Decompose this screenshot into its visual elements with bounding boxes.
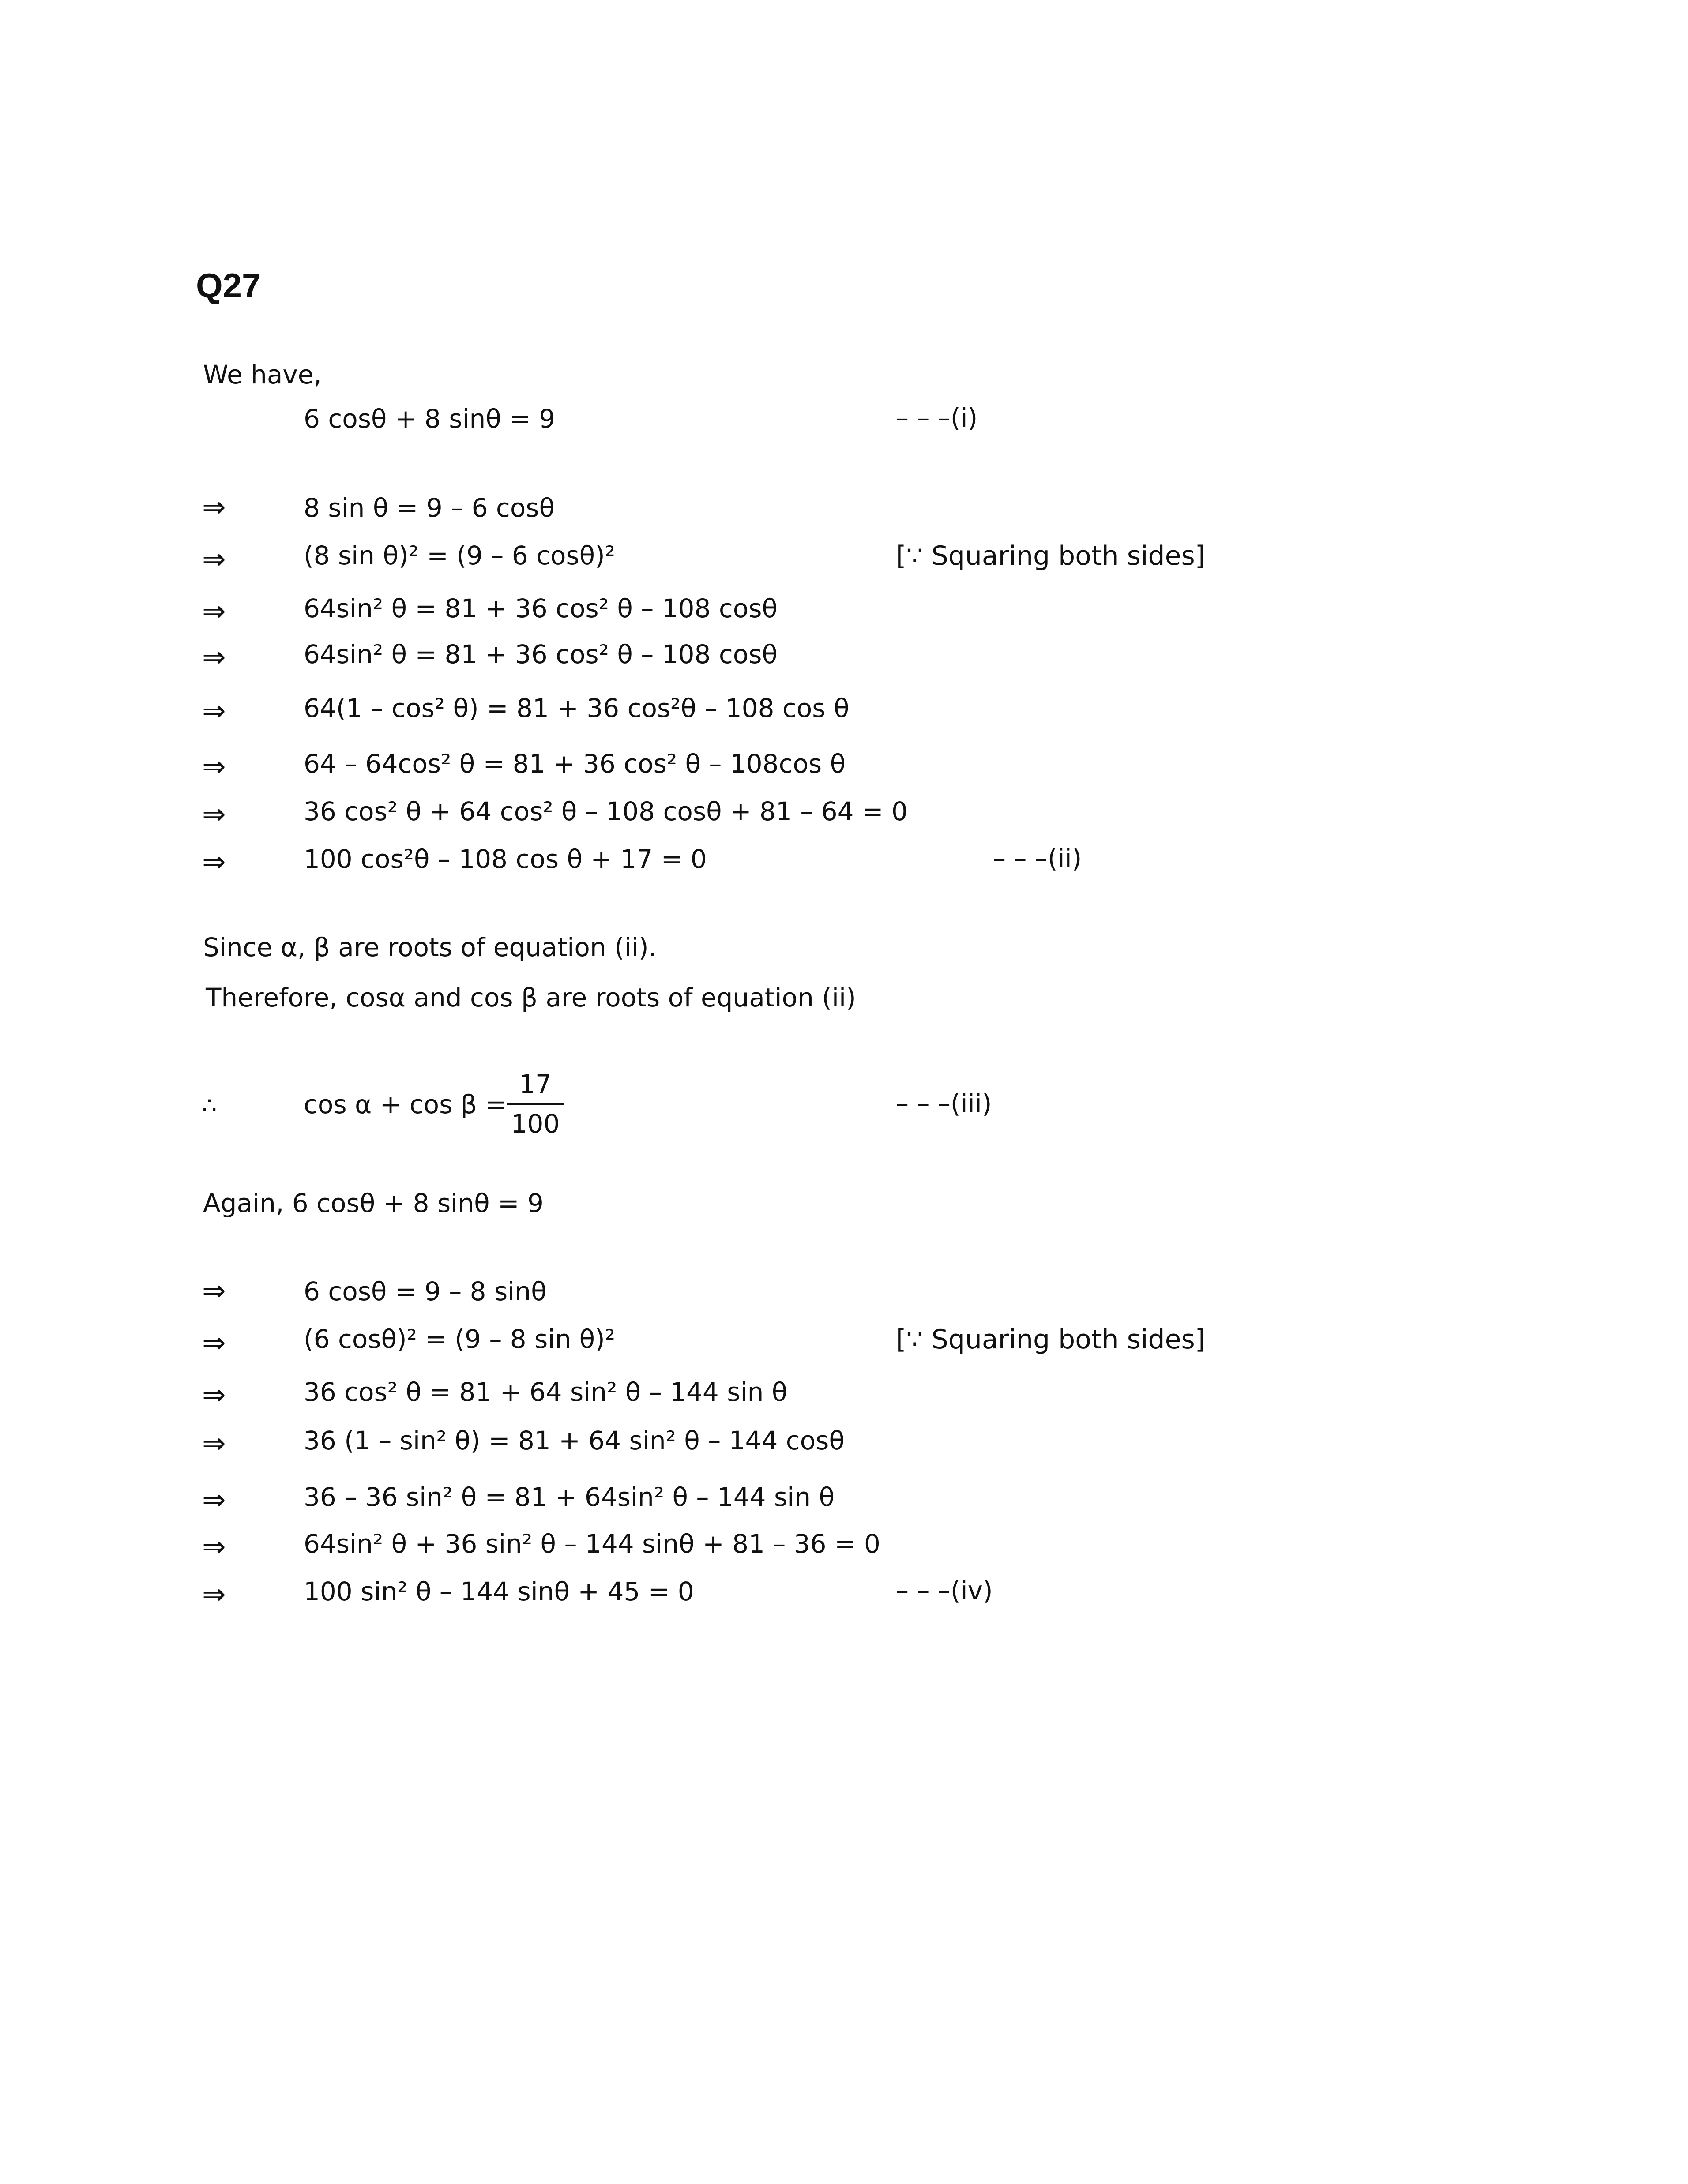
arrow-icon: ⇒ — [202, 846, 226, 878]
step-1-7: 36 cos² θ + 64 cos² θ – 108 cosθ + 81 – 64 = 0 — [304, 796, 908, 826]
step-2-3: 36 cos² θ = 81 + 64 sin² θ – 144 sin θ — [304, 1377, 788, 1407]
step-1-8: 100 cos²θ – 108 cos θ + 17 = 0 — [304, 844, 707, 874]
arrow-icon: ⇒ — [202, 1275, 226, 1307]
tag-iv: – – –(iv) — [896, 1576, 993, 1606]
step-1-4: 64sin² θ = 81 + 36 cos² θ – 108 cosθ — [304, 639, 778, 669]
arrow-icon: ⇒ — [202, 1578, 226, 1611]
note-squaring-2: [∵ Squaring both sides] — [896, 1324, 1206, 1355]
since-text: Since α, β are roots of equation (ii). — [203, 932, 657, 962]
tag-iii: – – –(iii) — [896, 1088, 992, 1118]
sum-lhs: cos α + cos β = — [304, 1089, 507, 1119]
sum-numerator: 17 — [519, 1069, 552, 1099]
arrow-icon: ⇒ — [202, 491, 226, 524]
arrow-icon: ⇒ — [202, 695, 226, 728]
arrow-icon: ⇒ — [202, 1327, 226, 1359]
step-2-6: 64sin² θ + 36 sin² θ – 144 sinθ + 81 – 36 = 0 — [304, 1529, 880, 1559]
arrow-icon: ⇒ — [202, 595, 226, 628]
step-2-1: 6 cosθ = 9 – 8 sinθ — [304, 1276, 547, 1306]
step-2-7: 100 sin² θ – 144 sinθ + 45 = 0 — [304, 1576, 694, 1606]
sum-fraction — [507, 1071, 564, 1137]
arrow-icon: ⇒ — [202, 1484, 226, 1516]
arrow-icon: ⇒ — [202, 641, 226, 674]
step-2-5: 36 – 36 sin² θ = 81 + 64sin² θ – 144 sin θ — [304, 1482, 835, 1512]
arrow-icon: ⇒ — [202, 798, 226, 831]
arrow-icon: ⇒ — [202, 751, 226, 783]
step-1-2: (8 sin θ)² = (9 – 6 cosθ)² — [304, 540, 616, 570]
intro-text: We have, — [203, 360, 322, 390]
tag-ii: – – –(ii) — [993, 843, 1082, 873]
arrow-icon: ⇒ — [202, 543, 226, 576]
step-1-6: 64 – 64cos² θ = 81 + 36 cos² θ – 108cos θ — [304, 749, 846, 779]
note-squaring-1: [∵ Squaring both sides] — [896, 540, 1206, 571]
arrow-icon: ⇒ — [202, 1427, 226, 1460]
step-1-3: 64sin² θ = 81 + 36 cos² θ – 108 cosθ — [304, 593, 778, 623]
fraction-bar — [507, 1103, 564, 1105]
arrow-icon: ⇒ — [202, 1379, 226, 1411]
therefore-text: Therefore, cosα and cos β are roots of equation (ii) — [206, 983, 856, 1013]
step-2-2: (6 cosθ)² = (9 – 8 sin θ)² — [304, 1324, 616, 1354]
step-1-5: 64(1 – cos² θ) = 81 + 36 cos²θ – 108 cos θ — [304, 693, 850, 723]
step-2-4: 36 (1 – sin² θ) = 81 + 64 sin² θ – 144 cosθ — [304, 1426, 845, 1456]
therefore-icon: ∴ — [202, 1092, 217, 1119]
again-text: Again, 6 cosθ + 8 sinθ = 9 — [203, 1188, 544, 1218]
equation-i: 6 cosθ + 8 sinθ = 9 — [304, 404, 556, 434]
sum-denominator: 100 — [511, 1109, 560, 1139]
arrow-icon: ⇒ — [202, 1531, 226, 1563]
step-1-1: 8 sin θ = 9 – 6 cosθ — [304, 493, 555, 523]
question-title: Q27 — [196, 266, 261, 305]
tag-i: – – –(i) — [896, 403, 978, 433]
